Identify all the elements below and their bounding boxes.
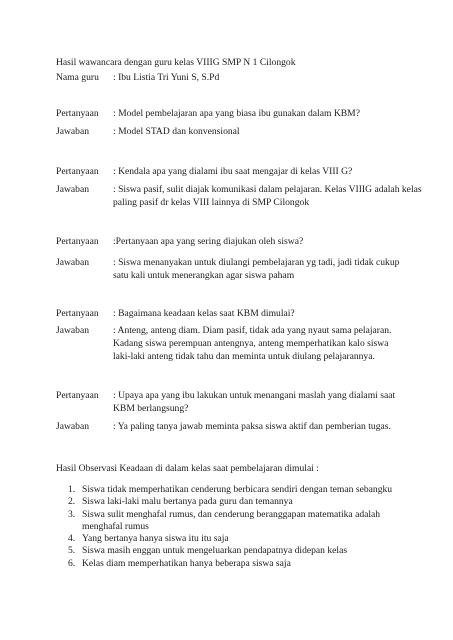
question-text-4: : Bagaimana keadaan kelas saat KBM dimulai? bbox=[113, 308, 295, 319]
question-label-2: Pertanyaan bbox=[56, 166, 99, 177]
question-text-5: : Upaya apa yang ibu lakukan untuk menangani maslah yang dialami saat KBM berlangsung? bbox=[113, 390, 396, 415]
list-item: 4. Yang bertanya hanya siswa itu itu saja bbox=[68, 533, 229, 545]
question-label-3: Pertanyaan bbox=[56, 236, 99, 247]
answer-text-4: : Anteng, anteng diam. Diam pasif, tidak ada yang nyaut sama pelajaran. Kadang siswa perempuan antengnya, anteng memperhatikan kalo siswa laki-laki anteng tidak tahu dan meminta untuk diulang pelajarannya. bbox=[113, 325, 392, 363]
question-text-1: : Model pembelajaran apa yang biasa ibu gunakan dalam KBM? bbox=[113, 108, 360, 119]
answer-label-5: Jawaban bbox=[56, 421, 90, 432]
question-label-1: Pertanyaan bbox=[56, 108, 99, 119]
list-item: 1. Siswa tidak memperhatikan cenderung berbicara sendiri dengan teman sebangku bbox=[68, 484, 393, 495]
list-item: 6. Kelas diam memperhatikan hanya beberapa siswa saja bbox=[68, 557, 291, 569]
list-item: 3. Siswa sulit menghafal rumus, dan cenderung beranggapan matematika adalah menghafal rumus bbox=[68, 508, 381, 532]
answer-text-2: : Siswa pasif, sulit diajak komunikasi dalam pelajaran. Kelas VIIIG adalah kelas paling pasif dr kelas VIII lainnya di SMP Cilongok bbox=[113, 184, 422, 209]
answer-label-3: Jawaban bbox=[56, 257, 90, 268]
document-title: Hasil wawancara dengan guru kelas VIIIG SMP N 1 Cilongok bbox=[56, 57, 296, 68]
list-item: 2. Siswa laki-laki malu bertanya pada guru dan temannya bbox=[68, 496, 293, 508]
question-label-5: Pertanyaan bbox=[56, 390, 99, 401]
answer-label-4: Jawaban bbox=[56, 325, 90, 336]
teacher-label: Nama guru bbox=[56, 72, 99, 83]
question-text-3: :Pertanyaan apa yang sering diajukan oleh siswa? bbox=[113, 236, 304, 247]
question-label-4: Pertanyaan bbox=[56, 308, 99, 319]
answer-label-2: Jawaban bbox=[56, 184, 90, 195]
observation-list bbox=[56, 484, 396, 570]
teacher-name: : Ibu Listia Tri Yuni S, S.Pd bbox=[113, 72, 220, 83]
observation-heading: Hasil Observasi Keadaan di dalam kelas saat pembelajaran dimulai : bbox=[56, 463, 319, 474]
answer-label-1: Jawaban bbox=[56, 126, 90, 137]
list-item: 5. Siswa masih enggan untuk mengeluarkan pendapatnya didepan kelas bbox=[68, 545, 348, 557]
answer-text-1: : Model STAD dan konvensional bbox=[113, 126, 240, 137]
answer-text-5: : Ya paling tanya jawab meminta paksa siswa aktif dan pemberian tugas. bbox=[113, 421, 391, 432]
question-text-2: : Kendala apa yang dialami ibu saat mengajar di kelas VIII G? bbox=[113, 166, 353, 177]
answer-text-3: : Siswa menanyakan untuk diulangi pembelajaran yg tadi, jadi tidak cukup satu kali untuk menerangkan agar siswa paham bbox=[113, 257, 400, 282]
